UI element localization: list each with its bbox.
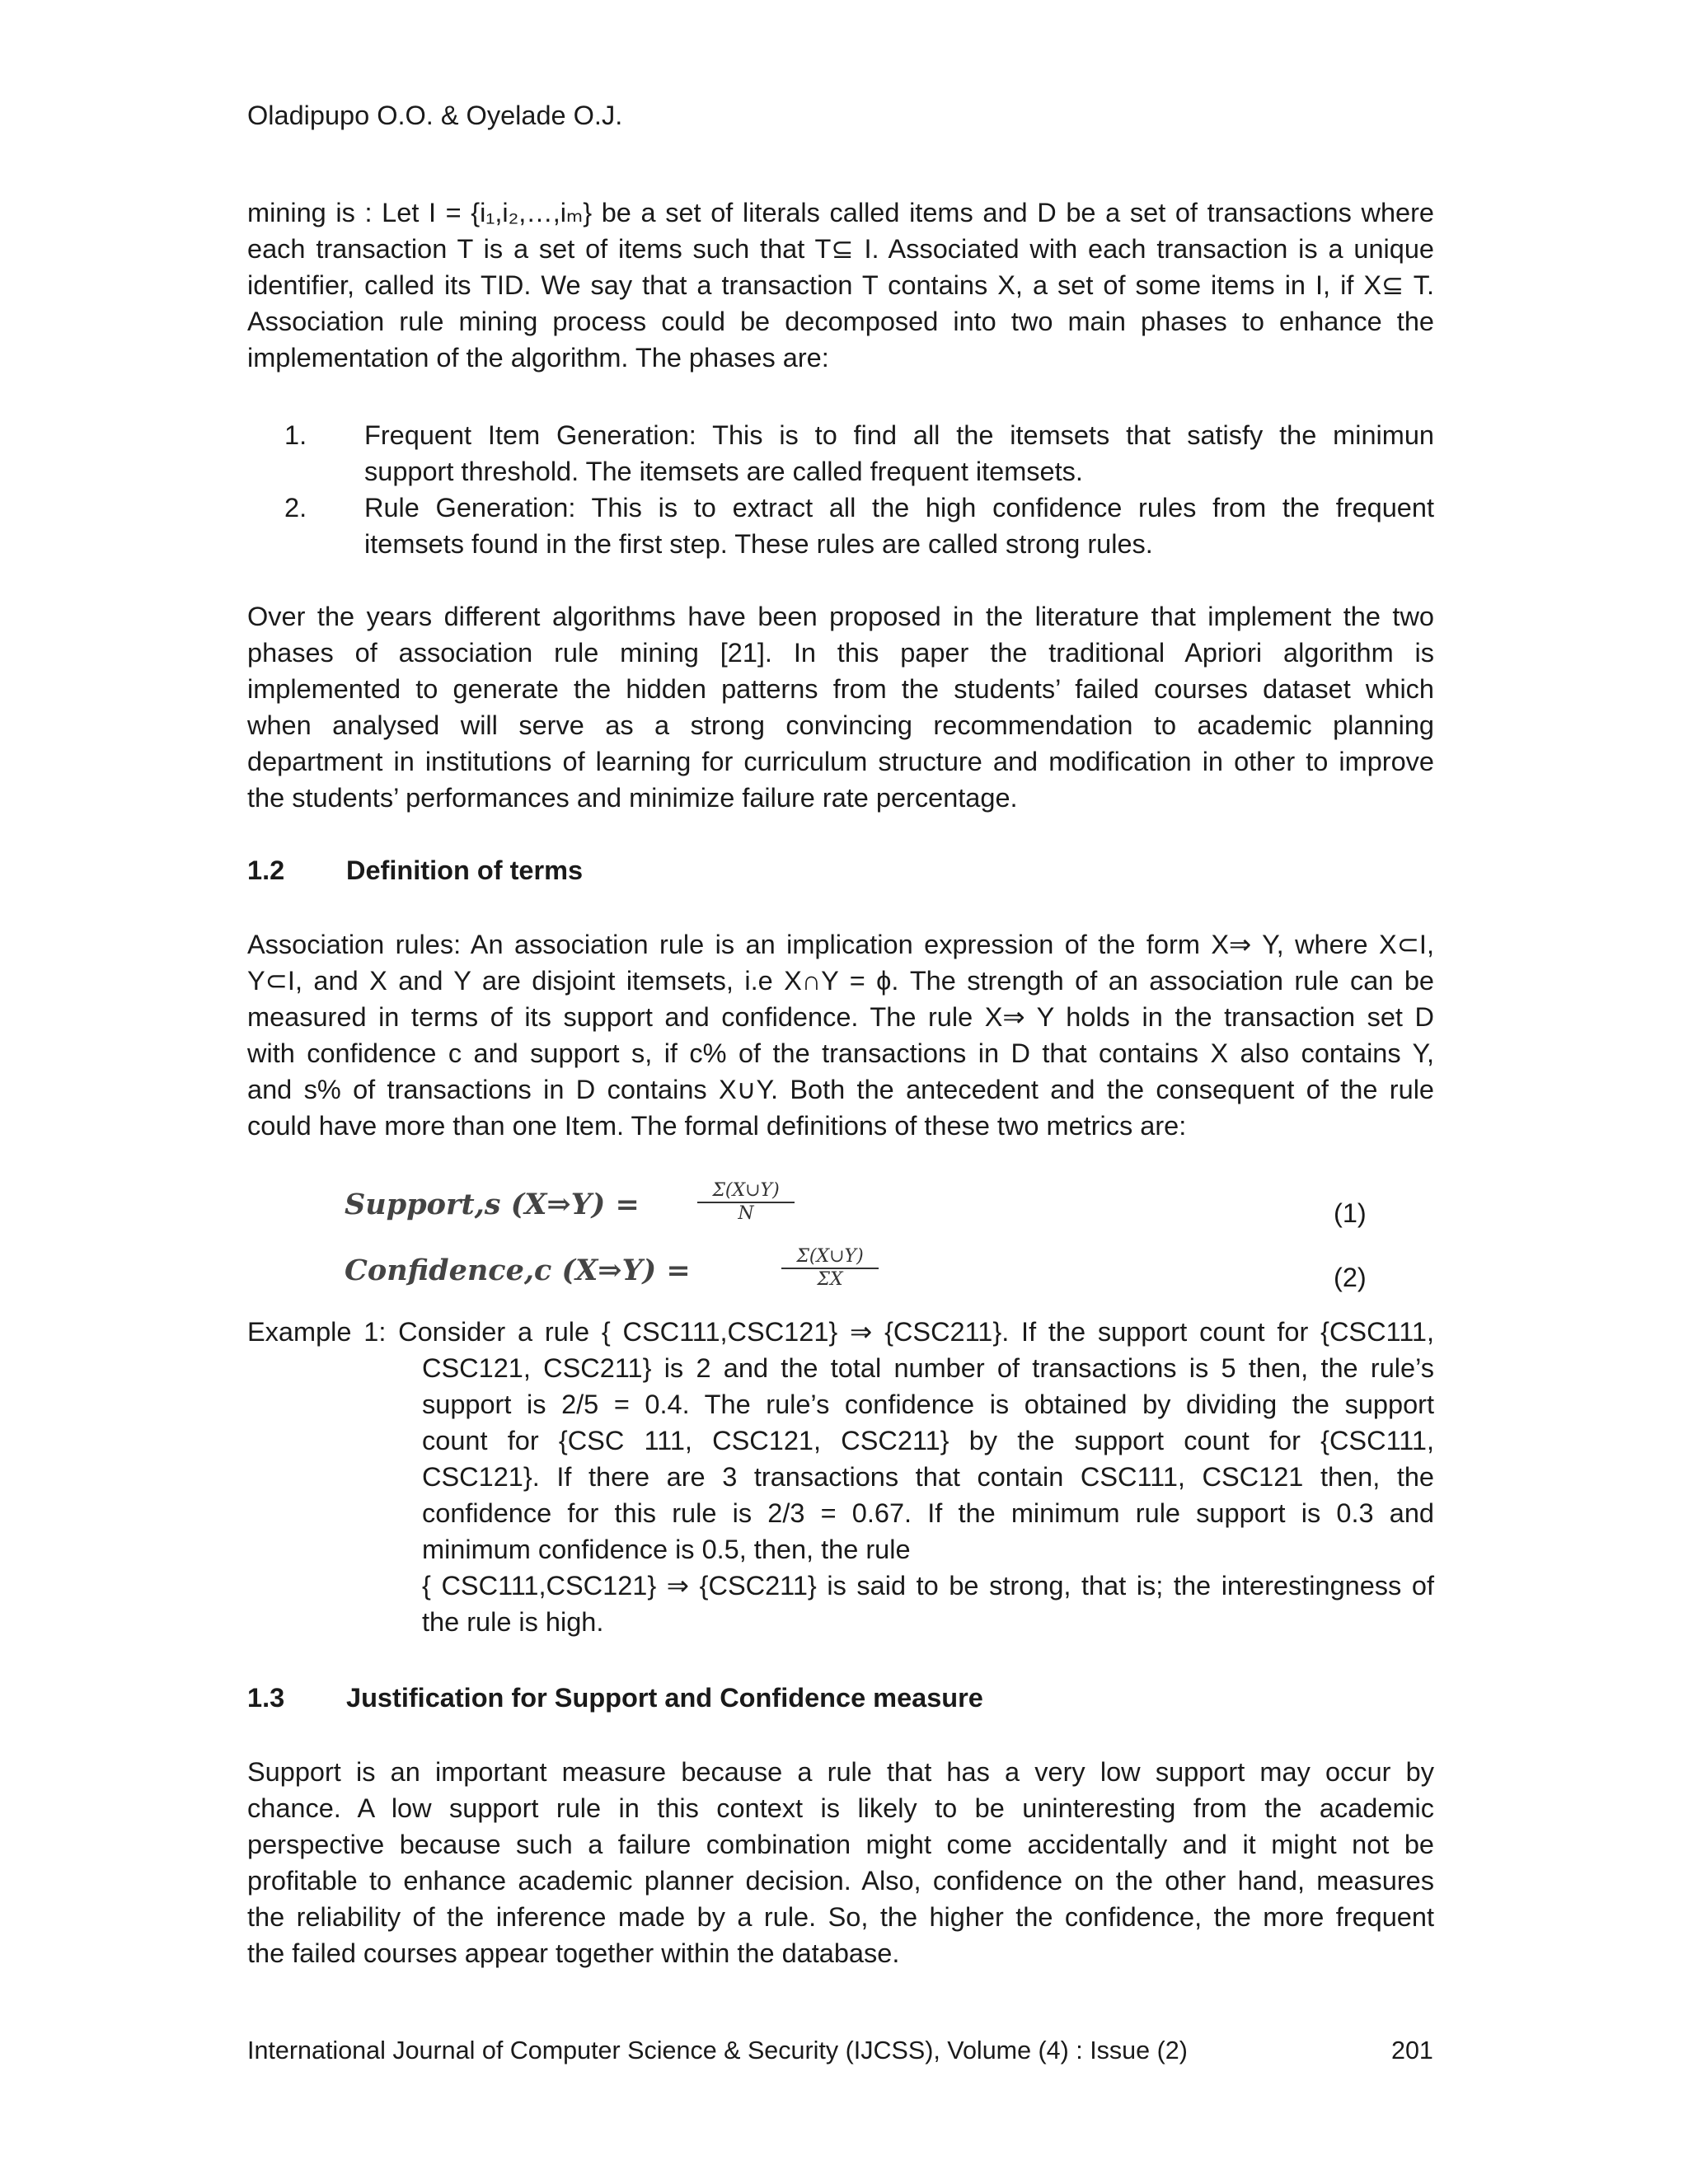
equation-support-fraction bbox=[697, 1180, 795, 1225]
text-line: chance. A low support rule in this context is likely to be uninteresting from the academic bbox=[247, 1793, 1434, 1823]
text-line: department in institutions of learning for curriculum structure and modification in other to improve bbox=[247, 747, 1434, 776]
text-line: the failed courses appear together within the database. bbox=[247, 1938, 900, 1968]
section-heading-1-2 bbox=[247, 852, 583, 888]
text-line: with confidence c and support s, if c% of the transactions in D that contains X also contains Y, bbox=[247, 1038, 1434, 1068]
text-line: CSC121}. If there are 3 transactions that contain CSC111, CSC121 then, the bbox=[422, 1462, 1434, 1492]
text-line: support threshold. The itemsets are called frequent itemsets. bbox=[364, 457, 1083, 486]
example-1-block bbox=[247, 1314, 1434, 1640]
text-line: itemsets found in the first step. These rules are called strong rules. bbox=[364, 529, 1153, 559]
text-line: Y⊂I, and X and Y are disjoint itemsets, i.e X∩Y = ϕ. The strength of an association rule can be bbox=[247, 966, 1434, 996]
text-line: Over the years different algorithms have been proposed in the literature that implement the two bbox=[247, 602, 1434, 631]
text-line: the reliability of the inference made by a rule. So, the higher the confidence, the more frequent bbox=[247, 1902, 1434, 1932]
text-line: Example 1: Consider a rule { CSC111,CSC121} ⇒ {CSC211}. If the support count for {CSC111, bbox=[247, 1317, 1434, 1347]
equation-confidence-fraction bbox=[781, 1246, 879, 1291]
equation-number-1: (1) bbox=[1334, 1198, 1367, 1228]
text-line: each transaction T is a set of items such that T⊆ I. Associated with each transaction is a unique bbox=[247, 234, 1434, 264]
text-line: when analysed will serve as a strong convincing recommendation to academic planning bbox=[247, 710, 1434, 740]
text-line: the students’ performances and minimize failure rate percentage. bbox=[247, 783, 1018, 813]
text-line: perspective because such a failure combination might come accidentally and it might not be bbox=[247, 1830, 1434, 1859]
text-line: CSC121, CSC211} is 2 and the total number of transactions is 5 then, the rule’s bbox=[422, 1353, 1434, 1383]
fraction-numerator: Σ(X∪Y) bbox=[796, 1246, 864, 1267]
text-line: measured in terms of its support and confidence. The rule X⇒ Y holds in the transaction set D bbox=[247, 1002, 1434, 1032]
text-line: identifier, called its TID. We say that a transaction T contains X, a set of some items in I, if X⊆ T. bbox=[247, 270, 1434, 300]
text-line: Frequent Item Generation: This is to find all the itemsets that satisfy the minimun bbox=[364, 420, 1434, 450]
equation-support-lhs: Support,s (X⇒Y) = bbox=[345, 1188, 640, 1221]
equation-confidence-lhs: Confidence,c (X⇒Y) = bbox=[345, 1254, 691, 1287]
text-line: Support is an important measure because a rule that has a very low support may occur by bbox=[247, 1757, 1434, 1787]
text-line: Association rule mining process could be decomposed into two main phases to enhance the bbox=[247, 307, 1434, 336]
running-head-authors: Oladipupo O.O. & Oyelade O.J. bbox=[247, 101, 623, 130]
text-line: implemented to generate the hidden patterns from the students’ failed courses dataset which bbox=[247, 674, 1434, 704]
fraction-denominator: ΣX bbox=[781, 1268, 879, 1291]
text-line: minimum confidence is 0.5, then, the rule bbox=[422, 1535, 911, 1564]
section-heading-1-3 bbox=[247, 1680, 983, 1716]
text-line: count for {CSC 111, CSC121, CSC211} by the support count for {CSC111, bbox=[422, 1426, 1434, 1455]
intro-paragraph bbox=[247, 194, 1434, 376]
section-number: 1.2 bbox=[247, 855, 285, 885]
text-line: confidence for this rule is 2/3 = 0.67. If the minimum rule support is 0.3 and bbox=[422, 1498, 1434, 1528]
text-line: mining is : Let I = {i₁,i₂,…,iₘ} be a set of literals called items and D be a set of transactions where bbox=[247, 198, 1434, 227]
text-line: the rule is high. bbox=[422, 1607, 604, 1637]
fraction-numerator: Σ(X∪Y) bbox=[712, 1180, 780, 1201]
footer-journal: International Journal of Computer Science & Security (IJCSS), Volume (4) : Issue (2) bbox=[247, 2036, 1188, 2064]
fraction-denominator: N bbox=[697, 1202, 795, 1225]
text-line: phases of association rule mining [21]. In this paper the traditional Apriori algorithm is bbox=[247, 638, 1434, 668]
section-number: 1.3 bbox=[247, 1683, 285, 1713]
text-line: implementation of the algorithm. The phases are: bbox=[247, 343, 829, 373]
equation-number-2: (2) bbox=[1334, 1263, 1367, 1292]
section-title: Justification for Support and Confidence measure bbox=[346, 1683, 983, 1713]
body-paragraph-apriori bbox=[247, 598, 1434, 816]
text-line: could have more than one Item. The formal definitions of these two metrics are: bbox=[247, 1111, 1187, 1141]
section-title: Definition of terms bbox=[346, 855, 584, 885]
paper-page bbox=[247, 0, 1434, 2184]
body-paragraph-definitions bbox=[247, 926, 1434, 1144]
list-number: 1. bbox=[284, 420, 307, 450]
list-number: 2. bbox=[284, 493, 307, 523]
text-line: support is 2/5 = 0.4. The rule’s confidence is obtained by dividing the support bbox=[422, 1390, 1434, 1419]
text-line: and s% of transactions in D contains X∪Y. Both the antecedent and the consequent of the rule bbox=[247, 1075, 1434, 1104]
body-paragraph-justification bbox=[247, 1754, 1434, 1971]
text-line: Association rules: An association rule is an implication expression of the form X⇒ Y, where X⊂I, bbox=[247, 930, 1434, 959]
text-line: { CSC111,CSC121} ⇒ {CSC211} is said to be strong, that is; the interestingness of bbox=[422, 1571, 1434, 1601]
footer-page-number: 201 bbox=[1391, 2036, 1433, 2064]
text-line: profitable to enhance academic planner decision. Also, confidence on the other hand, measures bbox=[247, 1866, 1434, 1896]
text-line: Rule Generation: This is to extract all the high confidence rules from the frequent bbox=[364, 493, 1434, 523]
